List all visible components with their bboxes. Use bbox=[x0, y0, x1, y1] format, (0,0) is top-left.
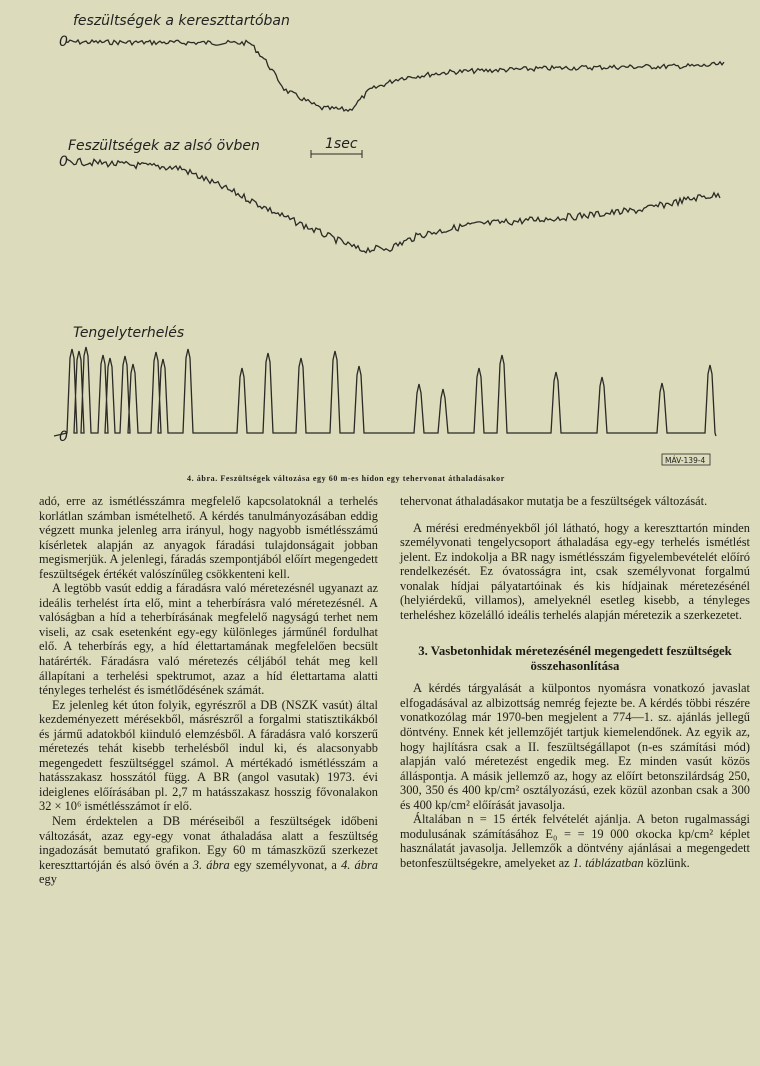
paragraph: adó, erre az ismétlésszámra megfelelő kapcsolatoknál a terhelés korlátlan számban ismételhető. A kérdés tanulmányozásában eddig végzett munka jelenleg arra irányul, hogy nagyobb ismétlésszámú kísérletek alapján az anyagok fáradási tulajdonságait jobban megismerjük. A jelenlegi, fáradás szempontjából előírt megengedett feszültségek értékét valószínűleg csökkenteni kell. bbox=[39, 494, 378, 581]
stress-trace-bottom-chord bbox=[66, 158, 720, 253]
paragraph: A legtöbb vasút eddig a fáradásra való méretezésnél ugyanazt az ideális terhelést írta elő, mint a teherbírásra való méretezésnél. A valóságban a híd a teherbírásának megfelelő nagyságú terhet nem viseli, az csak esetenként egy-egy különleges járműnél fordulhat elő. A teherbírás egy, a híd élettartamának megfelelően becsült határérték. Fáradásra való méretezés céljából tehát meg kell állapítani a terhelési spektrumot, azaz a híd élettartama alatti tényleges terhelést és ismétlődésének számát. bbox=[39, 581, 378, 698]
figure-reference: 4. ábra bbox=[341, 857, 378, 872]
zero-label-2: 0 bbox=[59, 154, 68, 170]
time-scale-label: 1sec bbox=[325, 136, 358, 152]
paragraph: Általában n = 15 érték felvételét ajánlja. A beton rugalmassági modulusának számításához E₀ = = 19 000 σkocka kp/cm² képlet használatát javasolja. Jellemzők a döntvény ajánlásai a megengedett betonfeszültségekre, amelyeket az 1. táblázatban közlünk. bbox=[400, 812, 750, 870]
paragraph: Nem érdektelen a DB méréseiből a feszültségek időbeni változását, azaz egy-egy vonat áthaladása alatt a feszültség ingadozását bemutató grafikon. Egy 60 m támaszközű szerkezet kereszttartóján és alsó övén a 3. ábra egy személyvonat, a 4. ábra egy bbox=[39, 814, 378, 887]
paragraph: A kérdés tárgyalását a külpontos nyomásra vonatkozó javaslat elfogadásával az albizottság nemrég fejezte be. A kérdés többi részére vonatkozólag már 1970-ben megjelent a 774—1. sz. ajánlás jellegű döntvény. Ennek két jellemzőjét tartjuk kiemelendőnek. Az egyik az, hogy hajlításra csak a II. feszültségállapot (n-es számítási mód) alapján való méretezést engedik meg. Ez minden vasút közös álláspontja. A másik jellemző az, hogy az előírt betonszilárdság 250, 300, 350 és 400 kp/cm² osztályozású, ezek közül azonban csak a 300 és 400 kp/cm² előírását javasolja. bbox=[400, 681, 750, 812]
figure-caption: 4. ábra. Feszültségek változása egy 60 m-es hídon egy tehervonat áthaladásakor bbox=[187, 474, 505, 483]
stress-diagram-figure bbox=[0, 0, 760, 490]
label-bottom-chord-stress: Feszültségek az alsó övben bbox=[68, 138, 260, 154]
zero-label-1: 0 bbox=[59, 34, 68, 50]
stress-trace-crossbeam bbox=[66, 40, 724, 111]
figure-reference: 3. ábra bbox=[192, 857, 230, 872]
paragraph: tehervonat áthaladásakor mutatja be a feszültségek változását. bbox=[400, 494, 708, 508]
text-column-right bbox=[400, 494, 750, 870]
stamp-label: MÁV-139-4 bbox=[665, 456, 706, 465]
text-column-left bbox=[39, 494, 378, 887]
label-chord-stress: feszültségek a kereszttartóban bbox=[73, 13, 290, 29]
section-heading: 3. Vasbetonhidak méretezésénél megengedett feszültségek összehasonlítása bbox=[418, 644, 732, 674]
table-reference: 1. táblázatban bbox=[572, 855, 644, 870]
paragraph: A mérési eredményekből jól látható, hogy a kereszttartón minden személyvonati tengelycsoport áthaladása egy-egy terhelés ismétlést jelent. Ez indokolja a BR nagy ismétlésszám figyelembevételét előíró rendelkezését. Ez óvatosságra int, csak személyvonat forgalmú vonalak hídjai pályatartóinak és kis hídjainak méretezésénél (helyiérdekű, villamos), amelyeknél esetleg kisebb, a tényleges terheléshez közelálló ideális terhelés alapján méretezik a szerkezetet. bbox=[400, 520, 750, 622]
paragraph: Ez jelenleg két úton folyik, egyrészről a DB (NSZK vasút) által kezdeményezett mérésekből, másrészről a forgalmi statisztikákból és jármű adatokból kiinduló elemzésből. A fáradásra való korszerű méretezés tehát kisebb terhelésből indul ki, és alacsonyabb megengedett feszültséggel számol. A mértékadó ismétlésszám a hatásszakasz hosszától függ. A BR (angol vasutak) 1973. évi ideiglenes előírásában pl. 2,7 m hatásszakasz hosszig fővonalakon 32 × 10⁶ ismétlésszámot ír elő. bbox=[39, 697, 378, 814]
label-axle-load: Tengelyterhelés bbox=[73, 325, 185, 341]
zero-label-3: 0 bbox=[59, 429, 68, 445]
axle-load-trace bbox=[54, 347, 716, 436]
